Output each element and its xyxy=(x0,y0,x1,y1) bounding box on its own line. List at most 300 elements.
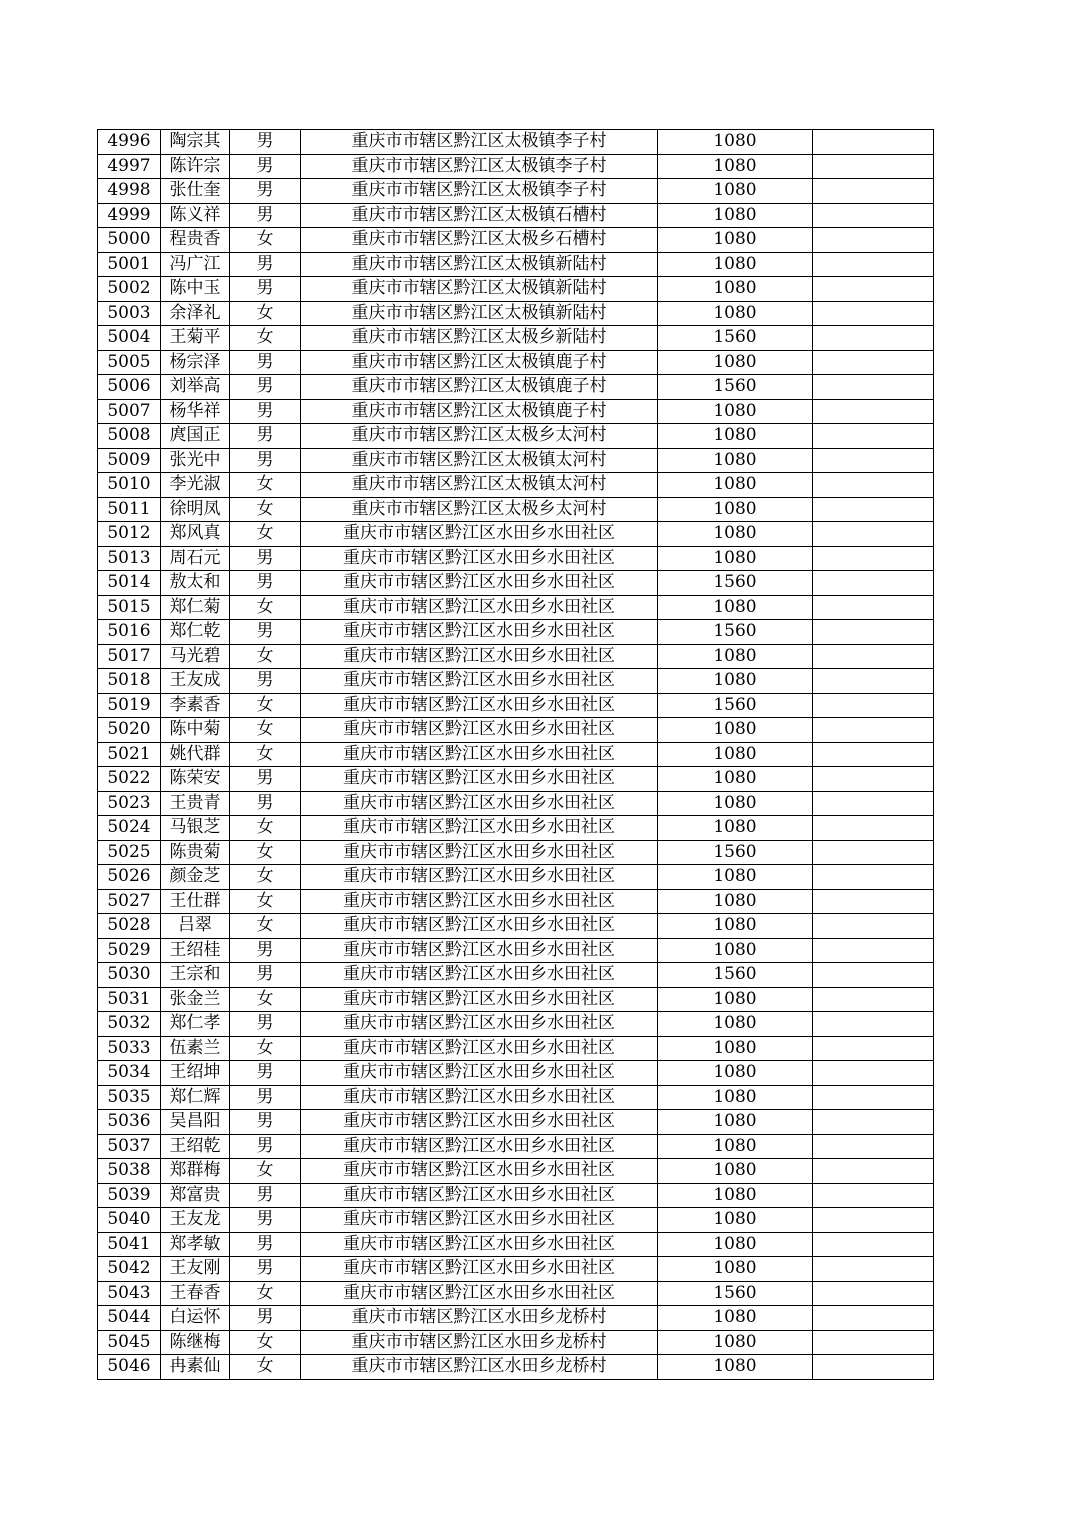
cell-address: 重庆市市辖区黔江区水田乡水田社区 xyxy=(301,742,658,767)
cell-name: 姚代群 xyxy=(161,742,230,767)
cell-name: 王友成 xyxy=(161,669,230,694)
cell-name: 王绍乾 xyxy=(161,1134,230,1159)
cell-amount: 1080 xyxy=(658,399,813,424)
cell-name: 冯广江 xyxy=(161,252,230,277)
cell-name: 李素香 xyxy=(161,693,230,718)
cell-name: 陈中玉 xyxy=(161,277,230,302)
cell-note xyxy=(813,375,934,400)
cell-name: 陈中菊 xyxy=(161,718,230,743)
cell-address: 重庆市市辖区黔江区水田乡水田社区 xyxy=(301,791,658,816)
cell-amount: 1080 xyxy=(658,938,813,963)
cell-address: 重庆市市辖区黔江区水田乡水田社区 xyxy=(301,620,658,645)
cell-id: 5004 xyxy=(98,326,161,351)
cell-note xyxy=(813,1183,934,1208)
cell-address: 重庆市市辖区黔江区水田乡水田社区 xyxy=(301,522,658,547)
cell-address: 重庆市市辖区黔江区太极镇李子村 xyxy=(301,154,658,179)
cell-amount: 1080 xyxy=(658,1355,813,1380)
cell-id: 5020 xyxy=(98,718,161,743)
cell-note xyxy=(813,914,934,939)
cell-name: 吴昌阳 xyxy=(161,1110,230,1135)
cell-note xyxy=(813,179,934,204)
table-row xyxy=(98,865,934,890)
cell-amount: 1080 xyxy=(658,424,813,449)
cell-id: 5041 xyxy=(98,1232,161,1257)
cell-address: 重庆市市辖区黔江区水田乡水田社区 xyxy=(301,644,658,669)
cell-id: 5017 xyxy=(98,644,161,669)
cell-address: 重庆市市辖区黔江区太极镇鹿子村 xyxy=(301,350,658,375)
cell-note xyxy=(813,1257,934,1282)
cell-address: 重庆市市辖区黔江区水田乡水田社区 xyxy=(301,1012,658,1037)
cell-id: 5002 xyxy=(98,277,161,302)
cell-address: 重庆市市辖区黔江区水田乡水田社区 xyxy=(301,987,658,1012)
table-row xyxy=(98,1085,934,1110)
table-row xyxy=(98,546,934,571)
cell-note xyxy=(813,1306,934,1331)
cell-name: 陈义祥 xyxy=(161,203,230,228)
table-row xyxy=(98,571,934,596)
cell-id: 5001 xyxy=(98,252,161,277)
cell-sex: 男 xyxy=(230,350,301,375)
cell-id: 4996 xyxy=(98,130,161,155)
cell-name: 马银芝 xyxy=(161,816,230,841)
cell-address: 重庆市市辖区黔江区水田乡水田社区 xyxy=(301,1232,658,1257)
cell-id: 5019 xyxy=(98,693,161,718)
cell-amount: 1080 xyxy=(658,350,813,375)
cell-id: 5009 xyxy=(98,448,161,473)
cell-sex: 男 xyxy=(230,1085,301,1110)
cell-address: 重庆市市辖区黔江区水田乡龙桥村 xyxy=(301,1306,658,1331)
table-row xyxy=(98,399,934,424)
cell-amount: 1080 xyxy=(658,522,813,547)
cell-amount: 1080 xyxy=(658,1257,813,1282)
table-row xyxy=(98,1306,934,1331)
cell-note xyxy=(813,203,934,228)
cell-address: 重庆市市辖区黔江区水田乡水田社区 xyxy=(301,718,658,743)
cell-sex: 男 xyxy=(230,791,301,816)
cell-note xyxy=(813,693,934,718)
cell-sex: 女 xyxy=(230,914,301,939)
cell-name: 敖太和 xyxy=(161,571,230,596)
cell-amount: 1080 xyxy=(658,179,813,204)
cell-amount: 1080 xyxy=(658,228,813,253)
cell-sex: 女 xyxy=(230,693,301,718)
cell-id: 5040 xyxy=(98,1208,161,1233)
cell-sex: 男 xyxy=(230,179,301,204)
cell-note xyxy=(813,644,934,669)
cell-address: 重庆市市辖区黔江区水田乡水田社区 xyxy=(301,767,658,792)
cell-sex: 男 xyxy=(230,154,301,179)
cell-sex: 女 xyxy=(230,522,301,547)
table-row xyxy=(98,448,934,473)
cell-id: 5029 xyxy=(98,938,161,963)
cell-sex: 女 xyxy=(230,1159,301,1184)
cell-name: 陈荣安 xyxy=(161,767,230,792)
table-row xyxy=(98,620,934,645)
cell-name: 郑仁菊 xyxy=(161,595,230,620)
cell-note xyxy=(813,399,934,424)
cell-id: 5008 xyxy=(98,424,161,449)
cell-name: 王贵青 xyxy=(161,791,230,816)
cell-note xyxy=(813,350,934,375)
cell-amount: 1080 xyxy=(658,767,813,792)
cell-address: 重庆市市辖区黔江区水田乡水田社区 xyxy=(301,693,658,718)
cell-sex: 男 xyxy=(230,620,301,645)
cell-amount: 1080 xyxy=(658,277,813,302)
cell-id: 5035 xyxy=(98,1085,161,1110)
cell-address: 重庆市市辖区黔江区太极镇李子村 xyxy=(301,179,658,204)
cell-amount: 1080 xyxy=(658,301,813,326)
cell-sex: 男 xyxy=(230,203,301,228)
cell-address: 重庆市市辖区黔江区水田乡水田社区 xyxy=(301,546,658,571)
cell-id: 5025 xyxy=(98,840,161,865)
cell-name: 郑仁辉 xyxy=(161,1085,230,1110)
table-row xyxy=(98,522,934,547)
data-table xyxy=(97,129,934,1380)
cell-sex: 男 xyxy=(230,546,301,571)
cell-address: 重庆市市辖区黔江区太极镇新陆村 xyxy=(301,252,658,277)
table-row xyxy=(98,1208,934,1233)
cell-note xyxy=(813,1012,934,1037)
cell-amount: 1080 xyxy=(658,1012,813,1037)
cell-id: 5045 xyxy=(98,1330,161,1355)
cell-sex: 男 xyxy=(230,1232,301,1257)
cell-amount: 1080 xyxy=(658,644,813,669)
cell-id: 4998 xyxy=(98,179,161,204)
cell-address: 重庆市市辖区黔江区太极镇李子村 xyxy=(301,130,658,155)
cell-note xyxy=(813,889,934,914)
cell-name: 陶宗其 xyxy=(161,130,230,155)
cell-sex: 女 xyxy=(230,228,301,253)
cell-id: 5030 xyxy=(98,963,161,988)
cell-amount: 1080 xyxy=(658,1036,813,1061)
cell-note xyxy=(813,522,934,547)
cell-note xyxy=(813,840,934,865)
table-row xyxy=(98,1330,934,1355)
cell-note xyxy=(813,252,934,277)
cell-sex: 女 xyxy=(230,595,301,620)
cell-sex: 男 xyxy=(230,448,301,473)
cell-sex: 女 xyxy=(230,301,301,326)
cell-sex: 男 xyxy=(230,1110,301,1135)
cell-note xyxy=(813,473,934,498)
cell-sex: 女 xyxy=(230,326,301,351)
cell-address: 重庆市市辖区黔江区太极镇新陆村 xyxy=(301,301,658,326)
cell-sex: 女 xyxy=(230,987,301,1012)
cell-address: 重庆市市辖区黔江区水田乡水田社区 xyxy=(301,1061,658,1086)
cell-sex: 女 xyxy=(230,473,301,498)
table-row xyxy=(98,938,934,963)
cell-id: 5015 xyxy=(98,595,161,620)
cell-address: 重庆市市辖区黔江区太极镇太河村 xyxy=(301,448,658,473)
cell-amount: 1080 xyxy=(658,1330,813,1355)
cell-note xyxy=(813,718,934,743)
cell-amount: 1080 xyxy=(658,1306,813,1331)
cell-note xyxy=(813,1085,934,1110)
cell-amount: 1080 xyxy=(658,595,813,620)
cell-note xyxy=(813,620,934,645)
cell-id: 5042 xyxy=(98,1257,161,1282)
table-row xyxy=(98,914,934,939)
table-row xyxy=(98,424,934,449)
cell-amount: 1560 xyxy=(658,620,813,645)
cell-note xyxy=(813,1330,934,1355)
table-row xyxy=(98,767,934,792)
cell-id: 5044 xyxy=(98,1306,161,1331)
cell-address: 重庆市市辖区黔江区水田乡水田社区 xyxy=(301,840,658,865)
table-row xyxy=(98,1257,934,1282)
cell-amount: 1080 xyxy=(658,718,813,743)
cell-address: 重庆市市辖区黔江区太极镇鹿子村 xyxy=(301,375,658,400)
cell-note xyxy=(813,228,934,253)
cell-name: 王菊平 xyxy=(161,326,230,351)
cell-name: 郑群梅 xyxy=(161,1159,230,1184)
table-row xyxy=(98,1232,934,1257)
cell-id: 5034 xyxy=(98,1061,161,1086)
cell-address: 重庆市市辖区黔江区水田乡水田社区 xyxy=(301,938,658,963)
table-row xyxy=(98,644,934,669)
cell-id: 5022 xyxy=(98,767,161,792)
cell-name: 刘举高 xyxy=(161,375,230,400)
table-row xyxy=(98,816,934,841)
cell-sex: 男 xyxy=(230,130,301,155)
cell-name: 王友龙 xyxy=(161,1208,230,1233)
cell-name: 程贵香 xyxy=(161,228,230,253)
cell-amount: 1080 xyxy=(658,1208,813,1233)
cell-note xyxy=(813,669,934,694)
cell-sex: 女 xyxy=(230,1330,301,1355)
table-row xyxy=(98,1110,934,1135)
cell-name: 郑风真 xyxy=(161,522,230,547)
cell-name: 王春香 xyxy=(161,1281,230,1306)
cell-note xyxy=(813,1110,934,1135)
cell-note xyxy=(813,987,934,1012)
cell-id: 5032 xyxy=(98,1012,161,1037)
cell-amount: 1560 xyxy=(658,375,813,400)
table-row xyxy=(98,228,934,253)
cell-note xyxy=(813,938,934,963)
cell-id: 5005 xyxy=(98,350,161,375)
table-row xyxy=(98,203,934,228)
cell-id: 5007 xyxy=(98,399,161,424)
cell-sex: 男 xyxy=(230,277,301,302)
cell-id: 5023 xyxy=(98,791,161,816)
cell-amount: 1080 xyxy=(658,1061,813,1086)
cell-note xyxy=(813,1355,934,1380)
cell-name: 余泽礼 xyxy=(161,301,230,326)
table-row xyxy=(98,669,934,694)
cell-address: 重庆市市辖区黔江区水田乡水田社区 xyxy=(301,865,658,890)
cell-name: 郑孝敏 xyxy=(161,1232,230,1257)
table-row xyxy=(98,130,934,155)
cell-note xyxy=(813,154,934,179)
cell-address: 重庆市市辖区黔江区水田乡水田社区 xyxy=(301,669,658,694)
table-row xyxy=(98,301,934,326)
cell-address: 重庆市市辖区黔江区水田乡水田社区 xyxy=(301,816,658,841)
cell-note xyxy=(813,742,934,767)
cell-address: 重庆市市辖区黔江区水田乡水田社区 xyxy=(301,1208,658,1233)
cell-name: 杨宗泽 xyxy=(161,350,230,375)
cell-name: 杨华祥 xyxy=(161,399,230,424)
cell-name: 郑富贵 xyxy=(161,1183,230,1208)
cell-id: 5006 xyxy=(98,375,161,400)
cell-sex: 男 xyxy=(230,1208,301,1233)
cell-note xyxy=(813,1036,934,1061)
table-row xyxy=(98,595,934,620)
cell-name: 张金兰 xyxy=(161,987,230,1012)
cell-name: 陈许宗 xyxy=(161,154,230,179)
cell-id: 5038 xyxy=(98,1159,161,1184)
cell-address: 重庆市市辖区黔江区水田乡水田社区 xyxy=(301,1085,658,1110)
cell-sex: 男 xyxy=(230,375,301,400)
cell-address: 重庆市市辖区黔江区水田乡水田社区 xyxy=(301,1159,658,1184)
cell-amount: 1080 xyxy=(658,987,813,1012)
cell-amount: 1560 xyxy=(658,840,813,865)
cell-name: 吕翠 xyxy=(161,914,230,939)
cell-sex: 男 xyxy=(230,767,301,792)
cell-id: 5010 xyxy=(98,473,161,498)
cell-name: 李光淑 xyxy=(161,473,230,498)
table-row xyxy=(98,963,934,988)
cell-sex: 女 xyxy=(230,865,301,890)
cell-amount: 1080 xyxy=(658,1134,813,1159)
cell-name: 冉素仙 xyxy=(161,1355,230,1380)
cell-id: 5036 xyxy=(98,1110,161,1135)
cell-address: 重庆市市辖区黔江区水田乡水田社区 xyxy=(301,1183,658,1208)
cell-address: 重庆市市辖区黔江区水田乡水田社区 xyxy=(301,595,658,620)
cell-sex: 男 xyxy=(230,1257,301,1282)
table-row xyxy=(98,1036,934,1061)
cell-address: 重庆市市辖区黔江区太极乡太河村 xyxy=(301,424,658,449)
cell-note xyxy=(813,1232,934,1257)
cell-sex: 男 xyxy=(230,571,301,596)
cell-name: 颜金芝 xyxy=(161,865,230,890)
table-row xyxy=(98,277,934,302)
cell-amount: 1080 xyxy=(658,1085,813,1110)
table-row xyxy=(98,375,934,400)
cell-id: 5012 xyxy=(98,522,161,547)
cell-sex: 女 xyxy=(230,840,301,865)
table-row xyxy=(98,1159,934,1184)
cell-sex: 女 xyxy=(230,742,301,767)
cell-address: 重庆市市辖区黔江区水田乡水田社区 xyxy=(301,1257,658,1282)
cell-sex: 女 xyxy=(230,816,301,841)
cell-name: 王宗和 xyxy=(161,963,230,988)
cell-name: 王绍坤 xyxy=(161,1061,230,1086)
table-row xyxy=(98,1281,934,1306)
cell-sex: 女 xyxy=(230,644,301,669)
cell-amount: 1560 xyxy=(658,326,813,351)
table-row xyxy=(98,1134,934,1159)
cell-id: 5037 xyxy=(98,1134,161,1159)
cell-name: 白运怀 xyxy=(161,1306,230,1331)
cell-address: 重庆市市辖区黔江区水田乡水田社区 xyxy=(301,1110,658,1135)
cell-id: 4997 xyxy=(98,154,161,179)
table-row xyxy=(98,718,934,743)
table-row xyxy=(98,693,934,718)
cell-sex: 男 xyxy=(230,669,301,694)
cell-id: 5046 xyxy=(98,1355,161,1380)
table-body xyxy=(98,130,934,1380)
cell-address: 重庆市市辖区黔江区水田乡水田社区 xyxy=(301,1036,658,1061)
cell-address: 重庆市市辖区黔江区太极乡石槽村 xyxy=(301,228,658,253)
cell-name: 庹国正 xyxy=(161,424,230,449)
cell-amount: 1080 xyxy=(658,669,813,694)
cell-address: 重庆市市辖区黔江区水田乡水田社区 xyxy=(301,963,658,988)
cell-amount: 1080 xyxy=(658,473,813,498)
cell-id: 5016 xyxy=(98,620,161,645)
cell-name: 陈贵菊 xyxy=(161,840,230,865)
table-row xyxy=(98,154,934,179)
cell-amount: 1560 xyxy=(658,693,813,718)
cell-name: 王绍桂 xyxy=(161,938,230,963)
cell-id: 5043 xyxy=(98,1281,161,1306)
cell-address: 重庆市市辖区黔江区水田乡龙桥村 xyxy=(301,1330,658,1355)
cell-amount: 1080 xyxy=(658,1183,813,1208)
cell-id: 5033 xyxy=(98,1036,161,1061)
cell-amount: 1080 xyxy=(658,1110,813,1135)
cell-note xyxy=(813,546,934,571)
cell-note xyxy=(813,1134,934,1159)
cell-id: 5024 xyxy=(98,816,161,841)
table-row xyxy=(98,1012,934,1037)
cell-note xyxy=(813,424,934,449)
cell-id: 5018 xyxy=(98,669,161,694)
cell-sex: 男 xyxy=(230,1306,301,1331)
cell-note xyxy=(813,963,934,988)
cell-amount: 1560 xyxy=(658,571,813,596)
cell-id: 4999 xyxy=(98,203,161,228)
cell-id: 5039 xyxy=(98,1183,161,1208)
cell-id: 5013 xyxy=(98,546,161,571)
cell-amount: 1080 xyxy=(658,816,813,841)
cell-amount: 1080 xyxy=(658,130,813,155)
cell-address: 重庆市市辖区黔江区太极镇太河村 xyxy=(301,473,658,498)
cell-sex: 男 xyxy=(230,963,301,988)
table-row xyxy=(98,1183,934,1208)
table-row xyxy=(98,326,934,351)
cell-id: 5026 xyxy=(98,865,161,890)
cell-sex: 男 xyxy=(230,1061,301,1086)
table-row xyxy=(98,350,934,375)
cell-sex: 女 xyxy=(230,497,301,522)
cell-address: 重庆市市辖区黔江区太极乡太河村 xyxy=(301,497,658,522)
table-row xyxy=(98,497,934,522)
table-row xyxy=(98,252,934,277)
cell-sex: 男 xyxy=(230,1134,301,1159)
cell-note xyxy=(813,1061,934,1086)
cell-note xyxy=(813,1208,934,1233)
cell-address: 重庆市市辖区黔江区太极镇新陆村 xyxy=(301,277,658,302)
cell-amount: 1080 xyxy=(658,914,813,939)
table-row xyxy=(98,889,934,914)
cell-address: 重庆市市辖区黔江区水田乡水田社区 xyxy=(301,914,658,939)
cell-id: 5031 xyxy=(98,987,161,1012)
cell-amount: 1080 xyxy=(658,546,813,571)
cell-amount: 1080 xyxy=(658,154,813,179)
table-row xyxy=(98,473,934,498)
cell-note xyxy=(813,497,934,522)
cell-sex: 男 xyxy=(230,938,301,963)
cell-amount: 1560 xyxy=(658,963,813,988)
cell-note xyxy=(813,865,934,890)
cell-name: 王仕群 xyxy=(161,889,230,914)
table-row xyxy=(98,1061,934,1086)
cell-note xyxy=(813,816,934,841)
cell-amount: 1080 xyxy=(658,1232,813,1257)
cell-sex: 女 xyxy=(230,718,301,743)
cell-amount: 1080 xyxy=(658,742,813,767)
cell-amount: 1080 xyxy=(658,448,813,473)
